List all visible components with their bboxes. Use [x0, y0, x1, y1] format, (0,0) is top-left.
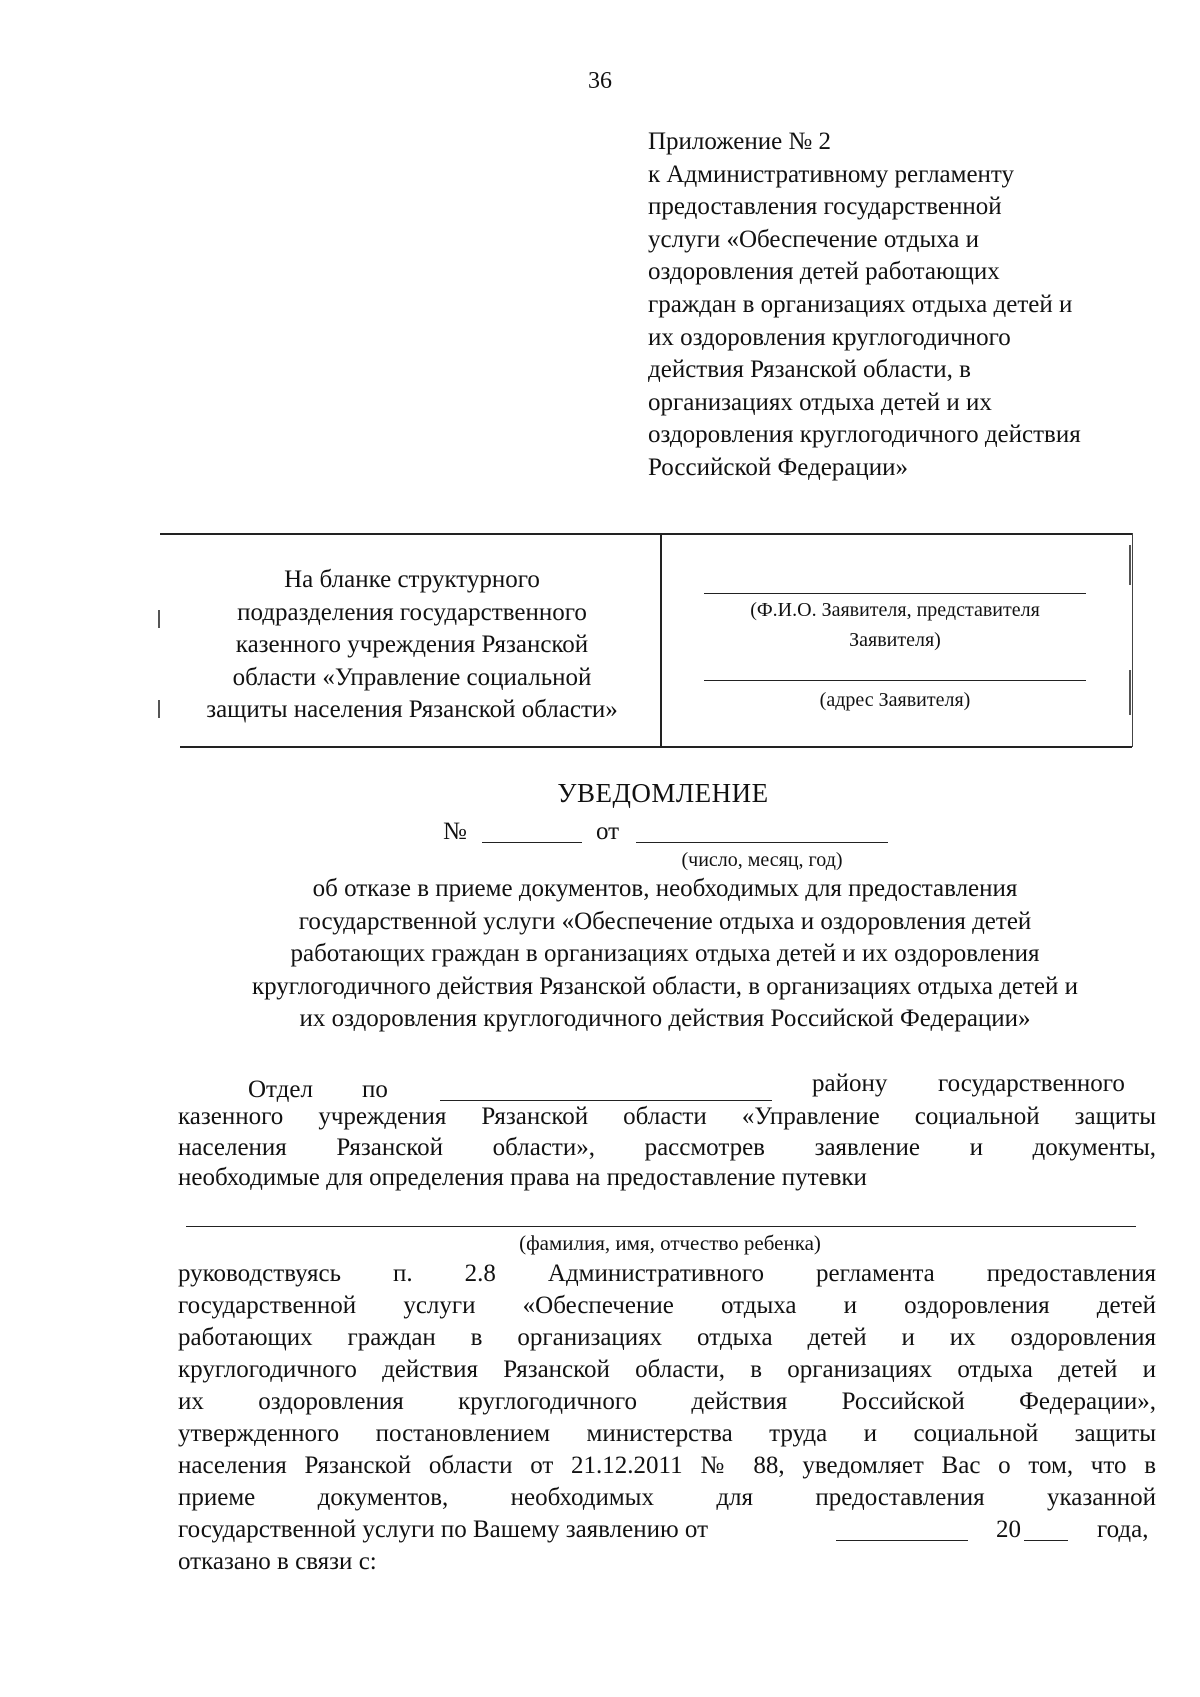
body-line: их оздоровления круглогодичного действия Российской Федерации»,	[178, 1388, 1156, 1415]
district-field[interactable]	[440, 1100, 772, 1101]
body-line: работающих граждан в организациях отдыха детей и их оздоровления	[178, 1324, 1156, 1351]
subject-line: об отказе в приеме документов, необходимых для предоставления	[312, 875, 1018, 902]
body-line: государственной услуги по Вашему заявлению от	[178, 1516, 708, 1543]
notice-number-field[interactable]	[482, 842, 582, 843]
body-line: казенного учреждения Рязанской области «Управление социальной защиты	[178, 1103, 1156, 1130]
scan-mark	[158, 700, 160, 718]
appendix-line: к Административному регламенту	[648, 160, 1015, 188]
appendix-line: Российской Федерации»	[648, 453, 909, 481]
header-table-divider	[660, 533, 662, 747]
body-line: населения Рязанской области», рассмотрев заявление и документы,	[178, 1134, 1156, 1161]
year-prefix: 20	[996, 1516, 1021, 1543]
letterhead-line: казенного учреждения Рязанской	[235, 631, 589, 658]
date-caption: (число, месяц, год)	[681, 849, 843, 871]
appendix-line: Приложение № 2	[648, 128, 832, 155]
letterhead-line: На бланке структурного	[284, 566, 540, 593]
appendix-line: их оздоровления круглогодичного	[648, 323, 1011, 351]
body-line: приеме документов, необходимых для предоставления указанной	[178, 1484, 1156, 1511]
applicant-caption: Заявителя)	[849, 629, 941, 651]
appendix-line: предоставления государственной	[648, 193, 1002, 221]
appendix-line: действия Рязанской области, в	[648, 356, 971, 384]
applicant-address-line[interactable]	[704, 680, 1086, 681]
header-table-bottom-rule	[180, 746, 1132, 748]
application-year-field[interactable]	[1024, 1540, 1068, 1541]
year-word: года,	[1097, 1516, 1149, 1543]
appendix-line: оздоровления круглогодичного действия	[648, 421, 1081, 449]
body-line: населения Рязанской области от 21.12.2011 № 88, уведомляет Вас о том, что в	[178, 1452, 1156, 1479]
child-caption: (фамилия, имя, отчество ребенка)	[519, 1231, 821, 1255]
subject-line: государственной услуги «Обеспечение отдыха и оздоровления детей	[298, 907, 1032, 935]
body-line: руководствуясь п. 2.8 Административного регламента предоставления	[178, 1260, 1156, 1287]
body-word: государственного	[938, 1070, 1125, 1097]
scan-mark	[1129, 670, 1131, 715]
scan-mark	[1129, 545, 1131, 585]
notice-subject	[170, 873, 1160, 1036]
body-line: отказано в связи с:	[178, 1548, 377, 1575]
appendix-line: услуги «Обеспечение отдыха и	[648, 225, 980, 253]
subject-line: круглогодичного действия Рязанской области, в организациях отдыха детей и	[251, 972, 1079, 1000]
body-word: по	[362, 1076, 388, 1103]
body-line: утвержденного постановлением министерства труда и социальной защиты	[178, 1420, 1156, 1447]
application-date-field[interactable]	[836, 1540, 968, 1541]
subject-line: их оздоровления круглогодичного действия Российской Федерации»	[299, 1005, 1031, 1033]
letterhead-line: подразделения государственного	[237, 598, 587, 626]
page-number: 36	[588, 68, 612, 94]
subject-line: работающих граждан в организациях отдыха детей и их оздоровления	[290, 940, 1040, 968]
number-sign: №	[443, 818, 467, 845]
header-table-right-rule	[1132, 533, 1133, 747]
body-word: району	[812, 1070, 888, 1097]
appendix-line: оздоровления детей работающих	[648, 258, 1000, 286]
address-caption: (адрес Заявителя)	[819, 689, 971, 711]
header-table-top-rule	[160, 533, 1132, 535]
from-word: от	[596, 818, 620, 845]
notice-title: УВЕДОМЛЕНИЕ	[557, 778, 769, 808]
letterhead-note	[172, 564, 652, 727]
appendix-block	[648, 126, 1168, 485]
body-line: государственной услуги «Обеспечение отдыха и оздоровления детей	[178, 1292, 1156, 1319]
applicant-name-line[interactable]	[704, 593, 1086, 594]
appendix-line: организациях отдыха детей и их	[648, 388, 992, 416]
body-word: Отдел	[248, 1076, 313, 1103]
notice-date-field[interactable]	[636, 842, 888, 843]
letterhead-line: защиты населения Рязанской области»	[206, 696, 618, 723]
body-line: необходимые для определения права на предоставление путевки	[178, 1164, 867, 1191]
appendix-line: граждан в организациях отдыха детей и	[648, 290, 1073, 318]
letterhead-line: области «Управление социальной	[232, 663, 592, 691]
applicant-caption: (Ф.И.О. Заявителя, представителя	[750, 599, 1040, 621]
child-name-field[interactable]	[186, 1226, 1136, 1227]
scan-mark	[158, 610, 160, 628]
body-line: круглогодичного действия Рязанской области, в организациях отдыха детей и	[178, 1356, 1156, 1383]
